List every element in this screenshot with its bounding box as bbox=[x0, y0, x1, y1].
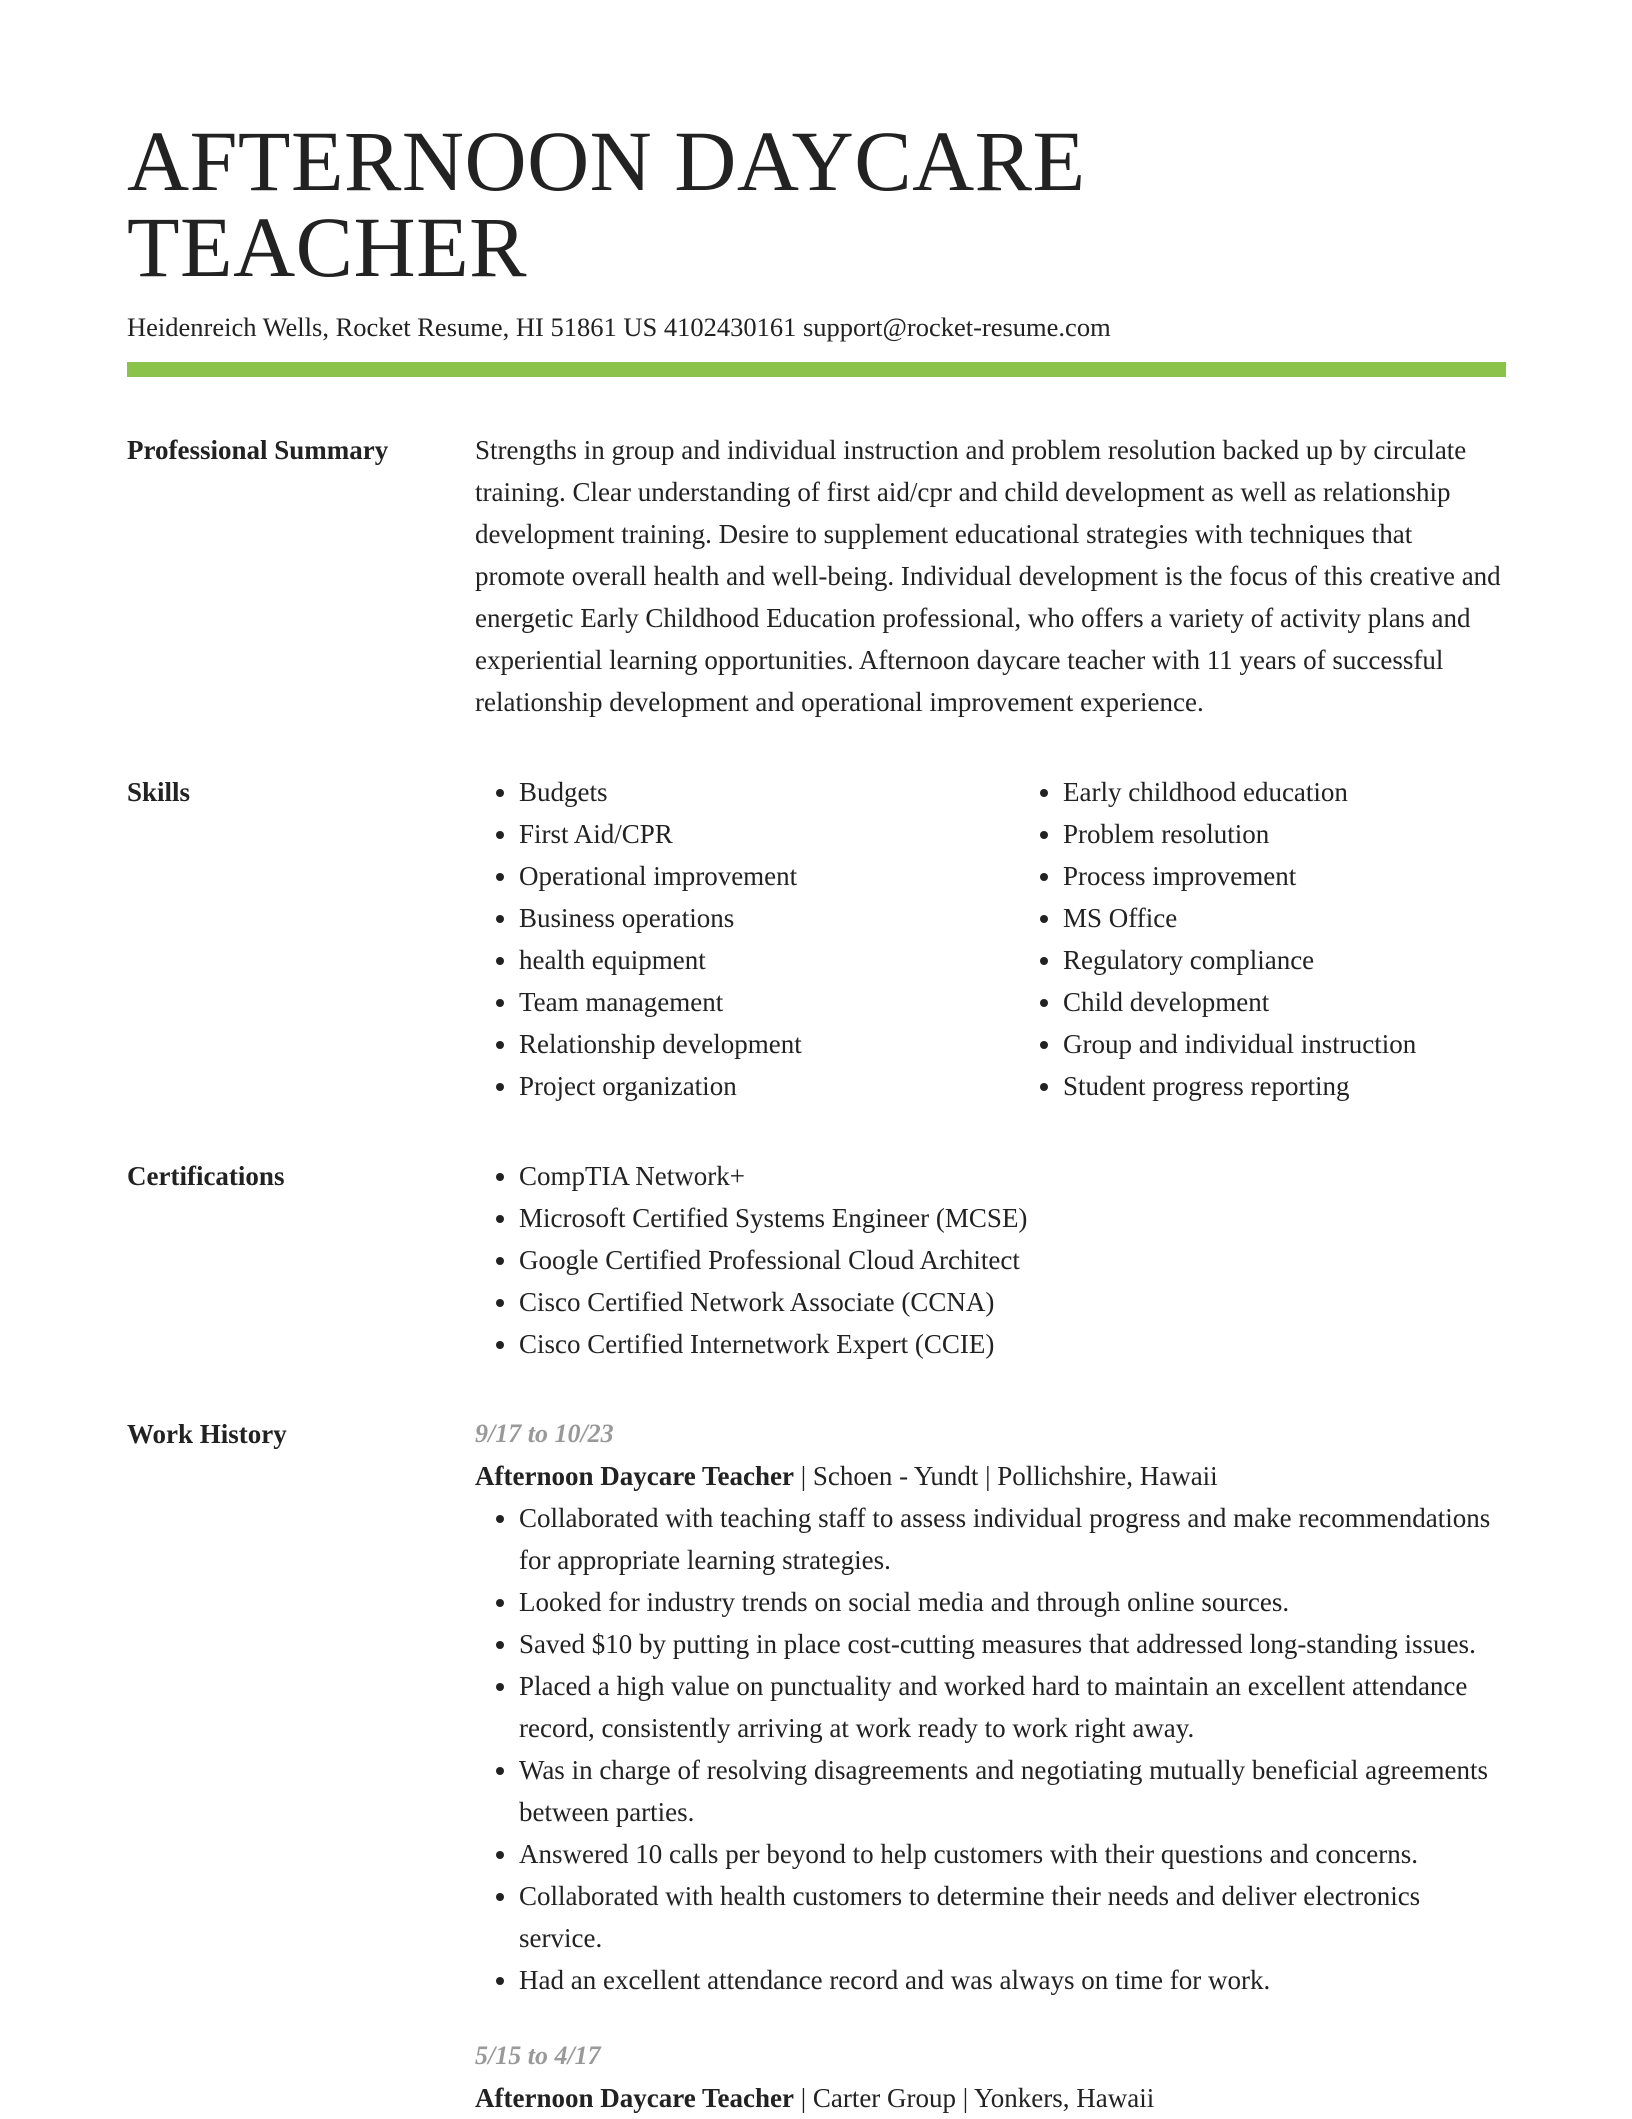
job-bullet: • Collaborated with teaching staff to assess individual progress and make recommendations for appropriate learning strategies. bbox=[519, 1497, 1506, 1581]
job-bullet: • Placed a high value on punctuality and worked hard to maintain an excellent attendance record, consistently arriving at work ready to work right away. bbox=[519, 1665, 1506, 1749]
certification-item: • Google Certified Professional Cloud Architect bbox=[519, 1239, 1506, 1281]
summary-content bbox=[475, 429, 1506, 723]
section-label-summary: Professional Summary bbox=[127, 435, 389, 466]
job-bullet: • Saved $10 by putting in place cost-cutting measures that addressed long-standing issues. bbox=[519, 1623, 1506, 1665]
skill-item: • MS Office bbox=[1063, 897, 1563, 939]
skill-item: • Relationship development bbox=[519, 1023, 1019, 1065]
certifications-content bbox=[475, 1155, 1506, 1365]
skill-item: • Problem resolution bbox=[1063, 813, 1563, 855]
skill-item: • Child development bbox=[1063, 981, 1563, 1023]
skill-item: • Process improvement bbox=[1063, 855, 1563, 897]
certifications-section bbox=[127, 1155, 1506, 1365]
work-history-content bbox=[475, 1413, 1506, 2119]
job-bullet: • Looked for industry trends on social media and through online sources. bbox=[519, 1581, 1506, 1623]
job-employer-location: | Schoen - Yundt | Pollichshire, Hawaii bbox=[793, 1461, 1218, 1492]
resume-title: AFTERNOON DAYCARE TEACHER bbox=[127, 113, 1086, 295]
skills-list-left bbox=[475, 771, 1019, 1107]
job-heading bbox=[475, 2077, 1506, 2119]
skills-content bbox=[475, 771, 1563, 1107]
work-history-section bbox=[127, 1413, 1506, 2119]
skills-list-right bbox=[1019, 771, 1563, 1107]
skills-grid bbox=[475, 771, 1563, 1107]
job-bullet: • Answered 10 calls per beyond to help customers with their questions and concerns. bbox=[519, 1833, 1506, 1875]
job-heading bbox=[475, 1455, 1506, 1497]
skill-item: • Early childhood education bbox=[1063, 771, 1563, 813]
job-bullet: • Was in charge of resolving disagreements and negotiating mutually beneficial agreements between parties. bbox=[519, 1749, 1506, 1833]
certification-item: • Microsoft Certified Systems Engineer (MCSE) bbox=[519, 1197, 1506, 1239]
skill-item: • health equipment bbox=[519, 939, 1019, 981]
certifications-list bbox=[475, 1155, 1506, 1365]
skill-item: • First Aid/CPR bbox=[519, 813, 1019, 855]
job-bullets bbox=[475, 1497, 1506, 2001]
job-title: Afternoon Daycare Teacher bbox=[475, 1461, 794, 1492]
skill-item: • Project organization bbox=[519, 1065, 1019, 1107]
job-dates: 5/15 to 4/17 bbox=[475, 2041, 601, 2071]
summary-section bbox=[127, 429, 1506, 723]
job-entry bbox=[475, 2035, 1506, 2119]
skill-item: • Regulatory compliance bbox=[1063, 939, 1563, 981]
skill-item: • Student progress reporting bbox=[1063, 1065, 1563, 1107]
certification-item: • Cisco Certified Internetwork Expert (CCIE) bbox=[519, 1323, 1506, 1365]
skill-item: • Team management bbox=[519, 981, 1019, 1023]
skill-item: • Group and individual instruction bbox=[1063, 1023, 1563, 1065]
header-divider bbox=[127, 362, 1506, 377]
certification-item: • CompTIA Network+ bbox=[519, 1155, 1506, 1197]
section-label-skills: Skills bbox=[127, 777, 191, 808]
skill-item: • Business operations bbox=[519, 897, 1019, 939]
skill-item: • Operational improvement bbox=[519, 855, 1019, 897]
skills-section bbox=[127, 771, 1506, 1107]
contact-line: Heidenreich Wells, Rocket Resume, HI 51861 US 4102430161 support@rocket-resume.com bbox=[127, 312, 1111, 342]
job-dates: 9/17 to 10/23 bbox=[475, 1419, 614, 1449]
job-employer-location: | Carter Group | Yonkers, Hawaii bbox=[793, 2083, 1155, 2114]
skill-item: • Budgets bbox=[519, 771, 1019, 813]
job-title: Afternoon Daycare Teacher bbox=[475, 2083, 794, 2114]
summary-text: Strengths in group and individual instruction and problem resolution backed up by circulate training. Clear understanding of first aid/cpr and child development as well as relationship development training. Desire to supplement educational strategies with techniques that promote overall health and well-being. Individual development is the focus of this creative and energetic Early Childhood Education professional, who offers a variety of activity plans and experiential learning opportunities. Afternoon daycare teacher with 11 years of successful relationship development and operational improvement experience. bbox=[475, 435, 1501, 718]
job-bullet: • Had an excellent attendance record and was always on time for work. bbox=[519, 1959, 1506, 2001]
section-label-work-history: Work History bbox=[127, 1419, 287, 1450]
job-bullet: • Collaborated with health customers to determine their needs and deliver electronics service. bbox=[519, 1875, 1506, 1959]
job-entry bbox=[475, 1413, 1506, 2001]
certification-item: • Cisco Certified Network Associate (CCNA) bbox=[519, 1281, 1506, 1323]
section-label-certifications: Certifications bbox=[127, 1161, 285, 1192]
